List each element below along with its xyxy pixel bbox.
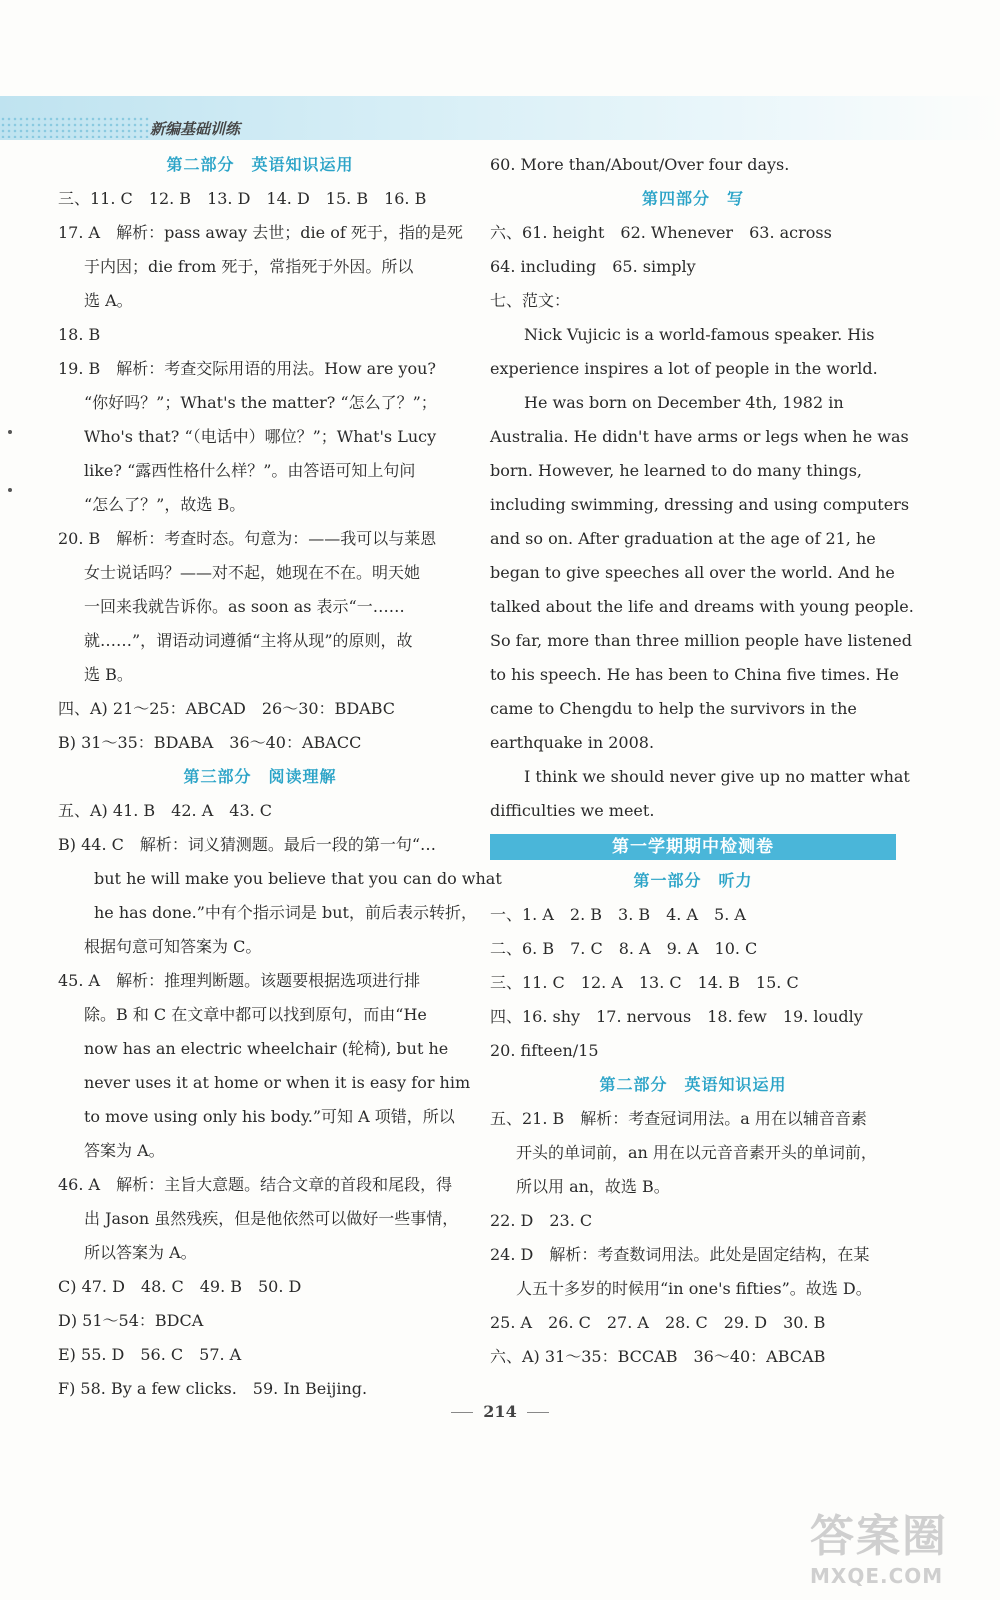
answer-line: he has done.”中有个指示词是 but，前后表示转折，: [94, 903, 477, 922]
answer-line: 就……”，谓语动词遵循“主将从现”的原则，故: [84, 631, 413, 650]
answer-line: 20. fifteen/15: [490, 1041, 599, 1060]
answer-line: 选 B。: [84, 665, 133, 684]
answer-line: came to Chengdu to help the survivors in the: [490, 699, 857, 718]
answer-line: 开头的单词前，an 用在以元音音素开头的单词前，: [516, 1143, 877, 1162]
answer-line: like? “露西性格什么样？”。由答语可知上句问: [84, 461, 416, 480]
answer-line: 24. D 解析：考查数词用法。此处是固定结构，在某: [490, 1245, 870, 1264]
answer-line: 三、11. C 12. A 13. C 14. B 15. C: [490, 973, 799, 992]
section-heading: 第四部分 写: [641, 189, 744, 208]
header-dot-pattern: [0, 116, 150, 138]
answer-line: 一回来我就告诉你。as soon as 表示“一……: [84, 597, 405, 616]
answer-line: 25. A 26. C 27. A 28. C 29. D 30. B: [490, 1313, 826, 1332]
answer-line: earthquake in 2008.: [490, 733, 655, 752]
answer-line: 四、16. shy 17. nervous 18. few 19. loudly: [490, 1007, 863, 1026]
answer-line: 根据句意可知答案为 C。: [84, 937, 262, 956]
answer-line: B) 44. C 解析：词义猜测题。最后一段的第一句“…: [58, 835, 437, 854]
section-heading: 第二部分 英语知识运用: [599, 1075, 787, 1094]
answer-line: 18. B: [58, 325, 101, 344]
section-heading: 第三部分 阅读理解: [183, 767, 337, 786]
answer-line: Nick Vujicic is a world-famous speaker. His: [524, 325, 875, 344]
answer-line: including swimming, dressing and using computers: [490, 495, 910, 514]
book-title: 新编基础训练: [150, 120, 241, 138]
answer-line: 五、21. B 解析：考查冠词用法。a 用在以辅音音素: [490, 1109, 867, 1128]
answer-line: and so on. After graduation at the age of 21, he: [490, 529, 876, 548]
exam-title-banner: 第一学期期中检测卷: [490, 834, 896, 860]
answer-line: 除。B 和 C 在文章中都可以找到原句，而由“He: [84, 1005, 427, 1024]
answer-line: talked about the life and dreams with young people.: [490, 597, 914, 616]
answer-line: 答案为 A。: [84, 1141, 165, 1160]
answer-line: 64. including 65. simply: [490, 257, 696, 276]
section-heading: 第二部分 英语知识运用: [166, 155, 354, 174]
page-number-text: 214: [483, 1402, 517, 1421]
answer-line: never uses it at home or when it is easy for him: [84, 1073, 471, 1092]
answer-line: 60. More than/About/Over four days.: [490, 155, 790, 174]
answer-line: 17. A 解析：pass away 去世；die of 死于，指的是死: [58, 223, 463, 242]
answer-line: C) 47. D 48. C 49. B 50. D: [58, 1277, 302, 1296]
answer-line: 三、11. C 12. B 13. D 14. D 15. B 16. B: [58, 189, 427, 208]
answer-line: 于内因；die from 死于，常指死于外因。所以: [84, 257, 414, 276]
answer-line: 五、A) 41. B 42. A 43. C: [58, 801, 273, 820]
answer-line: 19. B 解析：考查交际用语的用法。How are you?: [58, 359, 436, 378]
answer-line: now has an electric wheelchair (轮椅), but he: [84, 1039, 449, 1058]
answer-line: 二、6. B 7. C 8. A 9. A 10. C: [490, 939, 758, 958]
right-column: [490, 148, 914, 1374]
answer-line: to move using only his body.”可知 A 项错，所以: [84, 1107, 455, 1126]
watermark-logo: [810, 1500, 980, 1590]
answer-line: 22. D 23. C: [490, 1211, 593, 1230]
answer-line: E) 55. D 56. C 57. A: [58, 1345, 242, 1364]
answer-line: 六、A) 31～35：BCCAB 36～40：ABCAB: [490, 1347, 826, 1366]
answer-line: F) 58. By a few clicks. 59. In Beijing.: [58, 1379, 368, 1398]
answer-line: 所以用 an，故选 B。: [516, 1177, 670, 1196]
answer-line: 一、1. A 2. B 3. B 4. A 5. A: [490, 905, 746, 924]
answer-line: So far, more than three million people have listened: [490, 631, 912, 650]
answer-line: Australia. He didn't have arms or legs when he was: [490, 427, 909, 446]
answer-line: Who's that? “（电话中）哪位？”；What's Lucy: [84, 427, 437, 446]
answer-line: “怎么了？”，故选 B。: [84, 495, 246, 514]
left-column: [58, 148, 502, 1406]
answer-line: 女士说话吗？——对不起，她现在不在。明天她: [84, 563, 421, 582]
answer-line: experience inspires a lot of people in the world.: [490, 359, 878, 378]
answer-line: He was born on December 4th, 1982 in: [524, 393, 844, 412]
watermark-text: 答案圈: [810, 1511, 948, 1562]
answer-line: I think we should never give up no matter what: [524, 767, 910, 786]
page-number: [0, 1402, 1000, 1421]
answer-line: 四、A) 21～25：ABCAD 26～30：BDABC: [58, 699, 395, 718]
answer-line: 六、61. height 62. Whenever 63. across: [490, 223, 832, 242]
answer-line: 所以答案为 A。: [84, 1243, 197, 1262]
answer-line: 人五十多岁的时候用“in one's fifties”。故选 D。: [516, 1279, 872, 1298]
answer-line: born. However, he learned to do many things,: [490, 461, 862, 480]
answer-line: 七、范文：: [490, 291, 571, 310]
section-heading: 第一部分 听力: [633, 871, 753, 890]
answer-line: B) 31～35：BDABA 36～40：ABACC: [58, 733, 362, 752]
answer-line: “你好吗？”；What's the matter? “怎么了？”；: [84, 393, 437, 412]
margin-dot: [8, 430, 12, 434]
watermark-url: MXQE.COM: [810, 1564, 944, 1588]
answer-line: 46. A 解析：主旨大意题。结合文章的首段和尾段，得: [58, 1175, 453, 1194]
answer-line: to his speech. He has been to China five times. He: [490, 665, 899, 684]
answer-line: but he will make you believe that you can do what: [94, 869, 502, 888]
answer-line: 选 A。: [84, 291, 133, 310]
answer-line: 45. A 解析：推理判断题。该题要根据选项进行排: [58, 971, 421, 990]
answer-line: 20. B 解析：考查时态。句意为：——我可以与莱恩: [58, 529, 437, 548]
answer-line: began to give speeches all over the world. And he: [490, 563, 895, 582]
answer-line: difficulties we meet.: [490, 801, 655, 820]
margin-dot: [8, 488, 12, 492]
answer-line: 出 Jason 虽然残疾，但是他依然可以做好一些事情，: [84, 1209, 459, 1228]
answer-line: D) 51～54：BDCA: [58, 1311, 204, 1330]
